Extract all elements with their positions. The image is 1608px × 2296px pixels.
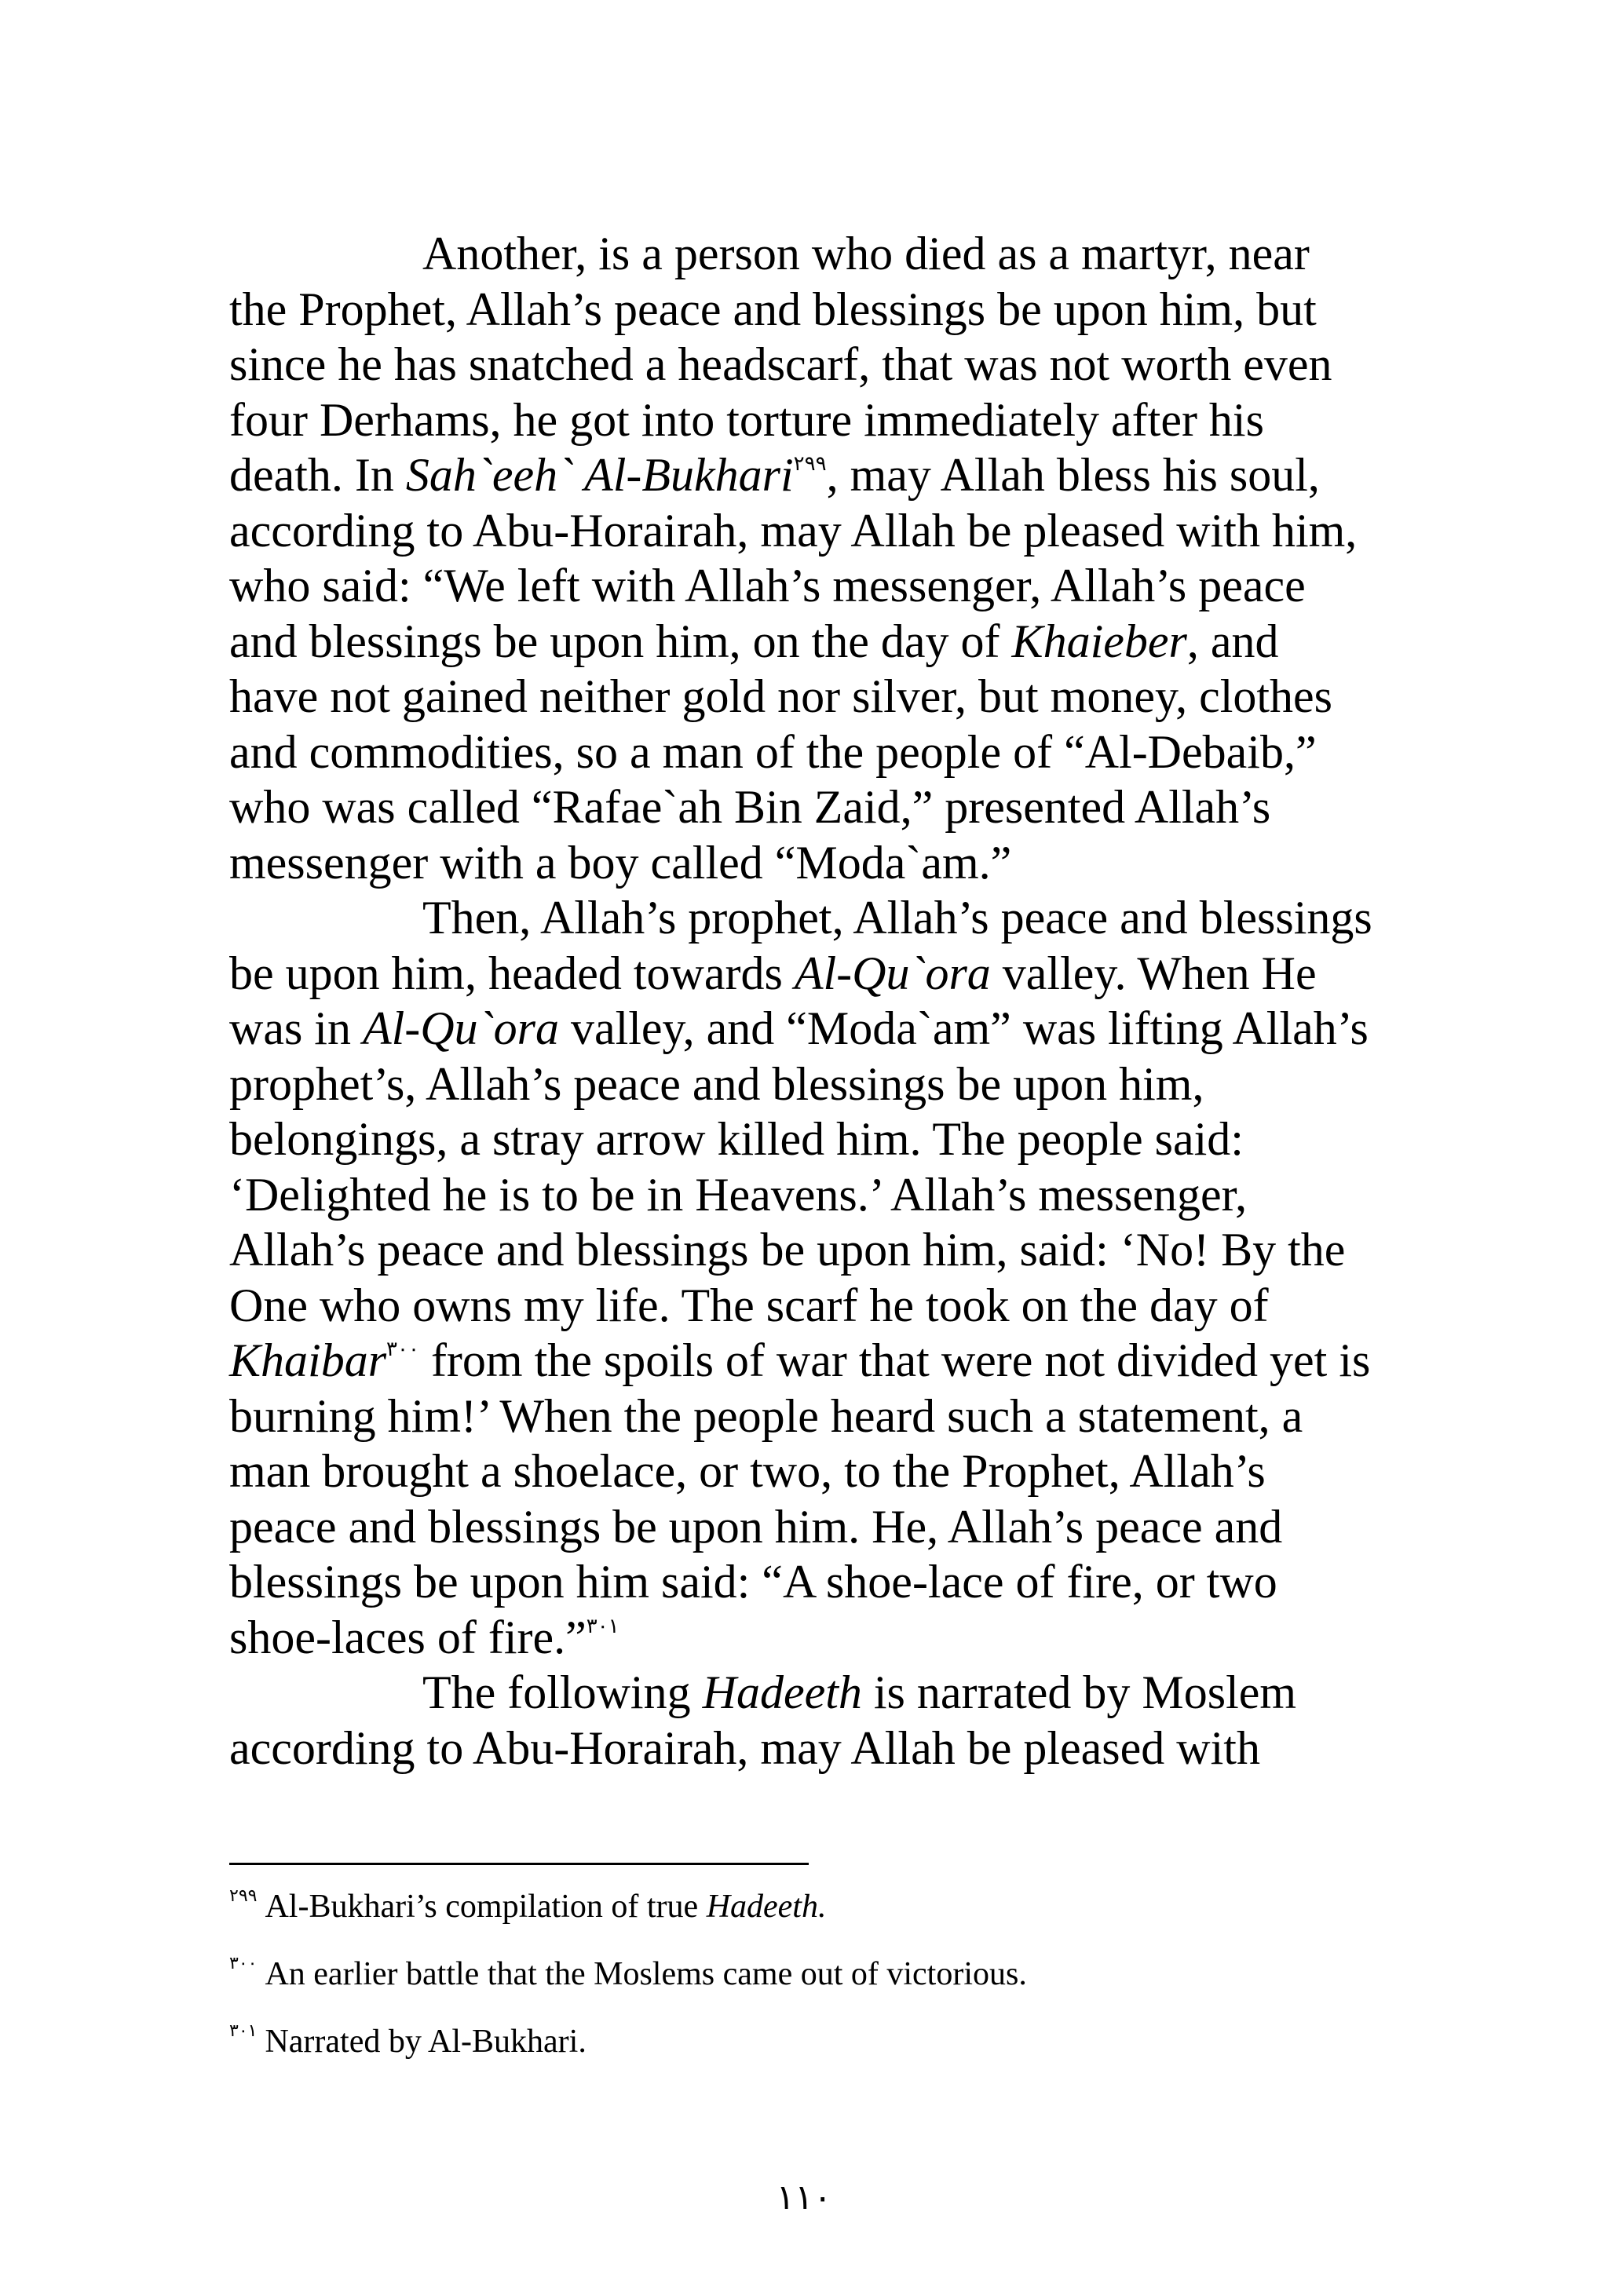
footnote-mark: ٢٩٩ [229,1885,258,1905]
italic-term-khaieber: Khaieber [1011,615,1187,667]
paragraph-hadeeth-intro [229,1665,1376,1776]
footnote-reference-301: ٣٠١ [586,1614,619,1637]
italic-term-hadeeth: Hadeeth [702,1666,862,1718]
footnote-reference-299: ٢٩٩ [793,452,827,475]
text-segment: , may Allah bless his soul, according to Abu-Horairah, may Allah be pleased with him, who said: “We left with Allah’s messenger, Allah’s peace and blessings be upon him, on the day of [229,449,1358,667]
text-segment: is narrated by Moslem according to Abu-Horairah, may Allah be pleased with [229,1666,1297,1774]
footnote-299 [229,1885,1376,1926]
footnote-text: Narrated by Al-Bukhari. [265,2024,587,2060]
footnote-separator-rule [229,1863,809,1865]
footnote-text: An earlier battle that the Moslems came out of victorious. [265,1956,1027,1992]
text-segment: from the spoils of war that were not divided yet is burning him!’ When the people heard such a statement, a man brought a shoelace, or two, to the Prophet, Allah’s peace and blessings be upon him. He, Allah’s peace and blessings be upon him said: “A shoe-lace of fire, or two shoe-laces of fire.” [229,1334,1371,1663]
footnotes [229,1885,1376,2090]
text-segment: valley. When He was in [229,947,1317,1054]
footnote-italic-term: Hadeeth. [706,1889,827,1925]
body-text [229,226,1376,1776]
italic-term-khaibar: Khaibar [229,1334,387,1386]
text-segment: Another, is a person who died as a martyr, near the Prophet, Allah’s peace and blessings be upon him, but since he has snatched a headscarf, that was not worth even four Derhams, he got into torture immediately after his death. In [229,228,1332,501]
italic-term-sahih-bukhari: Sah`eeh` Al-Bukhari [405,449,794,501]
footnote-text: Al-Bukhari’s compilation of true [265,1889,707,1925]
text-segment: , and have not gained neither gold nor silver, but money, clothes and commodities, so a man of the people of “Al-Debaib,” who was called “Rafae`ah Bin Zaid,” presented Allah’s messenger with a boy called “Moda`am.” [229,615,1333,889]
paragraph-martyr-story [229,226,1376,890]
page-number: ١١٠ [776,2177,832,2218]
italic-term-al-quora: Al-Qu`ora [794,947,991,999]
footnote-301 [229,2020,1376,2061]
footnote-mark: ٣٠٠ [229,1953,258,1973]
text-segment: Then, Allah’s prophet, Allah’s peace and blessings be upon him, headed towards [229,892,1372,999]
footnote-mark: ٣٠١ [229,2020,258,2040]
text-segment: valley, and “Moda`am” was lifting Allah’s prophet’s, Allah’s peace and blessings be upon him, belongings, a stray arrow killed him. The people said: ‘Delighted he is to be in Heavens.’ Allah’s messenger, Allah’s peace and blessings be upon him, said: ‘No! By the One who owns my life. The scarf he took on the day of [229,1002,1369,1331]
paragraph-moda-am-story [229,890,1376,1665]
footnote-300 [229,1955,1376,1993]
text-segment: The following [422,1666,703,1718]
italic-term-al-quora: Al-Qu`ora [362,1002,559,1054]
footnote-reference-300: ٣٠٠ [386,1338,419,1360]
